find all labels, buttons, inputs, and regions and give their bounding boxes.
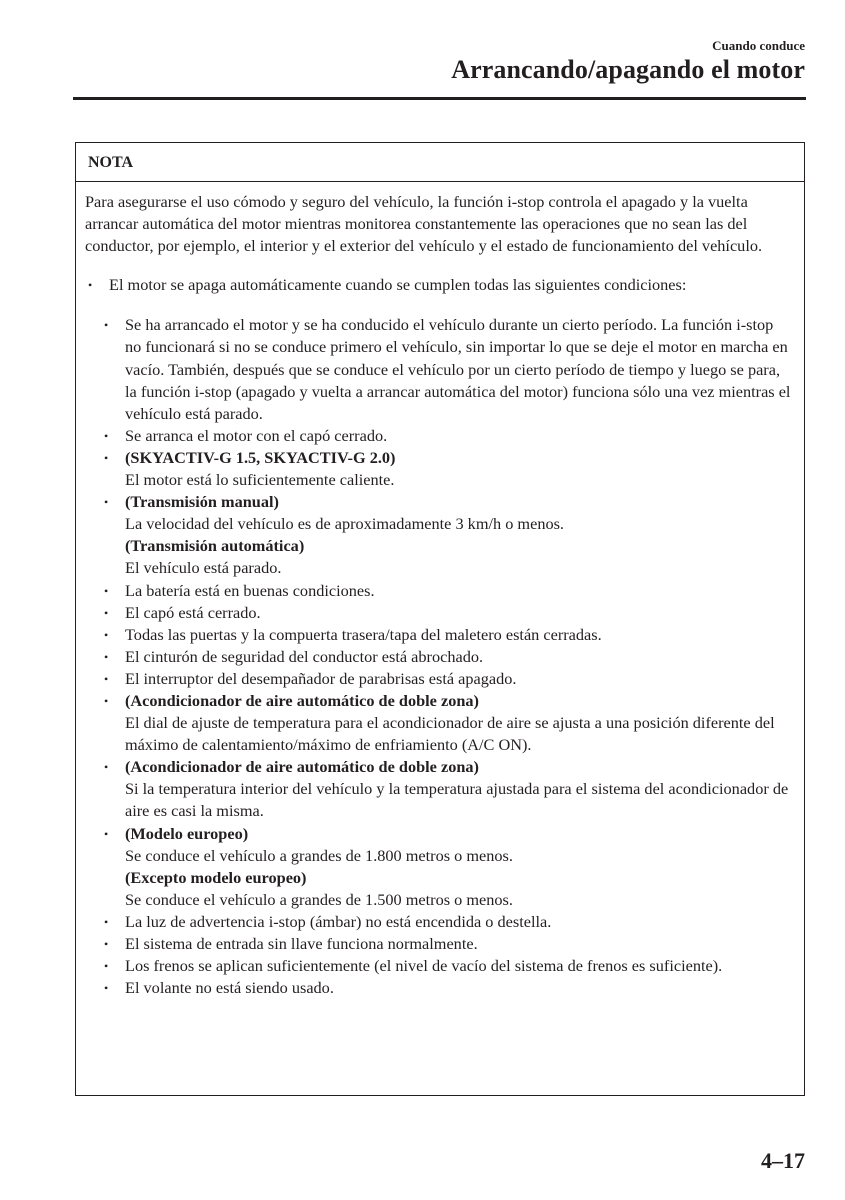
condition-text: • El volante no está siendo usado.	[125, 978, 334, 998]
page-number: 4–17	[761, 1148, 805, 1173]
condition-text: • Se ha arrancado el motor y se ha conducido el vehículo durante un cierto período. La función i-stop no funcionará si no se conduce primero el vehículo, sin importar lo que se deje el motor en marcha en vacío. También, después que se conduce el vehículo por un cierto período de tiempo y luego se para, la función i-stop (apagado y vuelta a arrancar automática del motor) funciona sólo una vez mientras el vehículo está parado.	[125, 315, 791, 423]
condition-item	[101, 977, 792, 999]
condition-item	[101, 580, 792, 602]
condition-text: • El cinturón de seguridad del conductor está abrochado.	[125, 646, 484, 666]
condition-heading: (Transmisión automática)	[125, 536, 305, 556]
condition-item	[101, 646, 792, 668]
note-body	[76, 182, 804, 999]
section-label: Cuando conduce	[712, 38, 805, 53]
condition-text: • Todas las puertas y la compuerta trasera/tapa del maletero están cerradas.	[125, 624, 602, 644]
condition-item	[101, 314, 792, 424]
note-label: NOTA	[76, 143, 804, 182]
condition-heading: • (Acondicionador de aire automático de doble zona)	[125, 690, 479, 710]
condition-item	[101, 447, 792, 491]
condition-text: Se conduce el vehículo a grandes de 1.500 metros o menos.	[125, 889, 513, 909]
condition-text: El motor está lo suficientemente caliente.	[125, 470, 395, 490]
condition-item	[101, 955, 792, 977]
condition-heading: (Excepto modelo europeo)	[125, 867, 307, 887]
condition-item	[101, 911, 792, 933]
condition-item	[101, 933, 792, 955]
condition-item	[101, 690, 792, 756]
condition-heading: • (Acondicionador de aire automático de doble zona)	[125, 757, 479, 777]
condition-text: La velocidad del vehículo es de aproximadamente 3 km/h o menos.	[125, 514, 565, 534]
condition-text: • La batería está en buenas condiciones.	[125, 580, 375, 600]
condition-item	[101, 425, 792, 447]
condition-heading: • (Transmisión manual)	[125, 492, 279, 512]
condition-heading: • (SKYACTIV-G 1.5, SKYACTIV-G 2.0)	[125, 447, 396, 467]
condition-text: El vehículo está parado.	[125, 558, 282, 578]
note-box	[75, 142, 805, 1096]
condition-text: • El interruptor del desempañador de parabrisas está apagado.	[125, 668, 517, 688]
condition-text: • La luz de advertencia i-stop (ámbar) no está encendida o destella.	[125, 911, 552, 931]
conditions-list	[85, 314, 792, 999]
header-rule	[73, 97, 806, 100]
main-bullet: • El motor se apaga automáticamente cuando se cumplen todas las siguientes condiciones:	[85, 274, 792, 296]
condition-text: Se conduce el vehículo a grandes de 1.800 metros o menos.	[125, 845, 513, 865]
condition-item	[101, 602, 792, 624]
condition-item	[101, 624, 792, 646]
condition-text: • El sistema de entrada sin llave funciona normalmente.	[125, 934, 478, 953]
condition-text: • El capó está cerrado.	[125, 602, 261, 622]
condition-item	[101, 491, 792, 579]
condition-item	[101, 756, 792, 822]
condition-item	[101, 823, 792, 911]
condition-heading: • (Modelo europeo)	[125, 823, 249, 843]
condition-text: Si la temperatura interior del vehículo y la temperatura ajustada para el sistema del acondicionador de aire es casi la misma.	[125, 779, 789, 821]
condition-text: El dial de ajuste de temperatura para el acondicionador de aire se ajusta a una posición diferente del máximo de calentamiento/máximo de enfriamiento (A/C ON).	[125, 713, 775, 755]
condition-text: • Los frenos se aplican suficientemente (el nivel de vacío del sistema de frenos es suficiente).	[125, 956, 723, 976]
condition-text: • Se arranca el motor con el capó cerrado.	[125, 425, 388, 445]
condition-item	[101, 668, 792, 690]
page-title: Arrancando/apagando el motor	[451, 55, 805, 84]
note-intro: Para asegurarse el uso cómodo y seguro del vehículo, la función i-stop controla el apagado y la vuelta arrancar automática del motor mientras monitorea constantemente las operaciones que no sean las del conductor, por ejemplo, el interior y el exterior del vehículo y el estado de funcionamiento del vehículo.	[85, 192, 763, 256]
